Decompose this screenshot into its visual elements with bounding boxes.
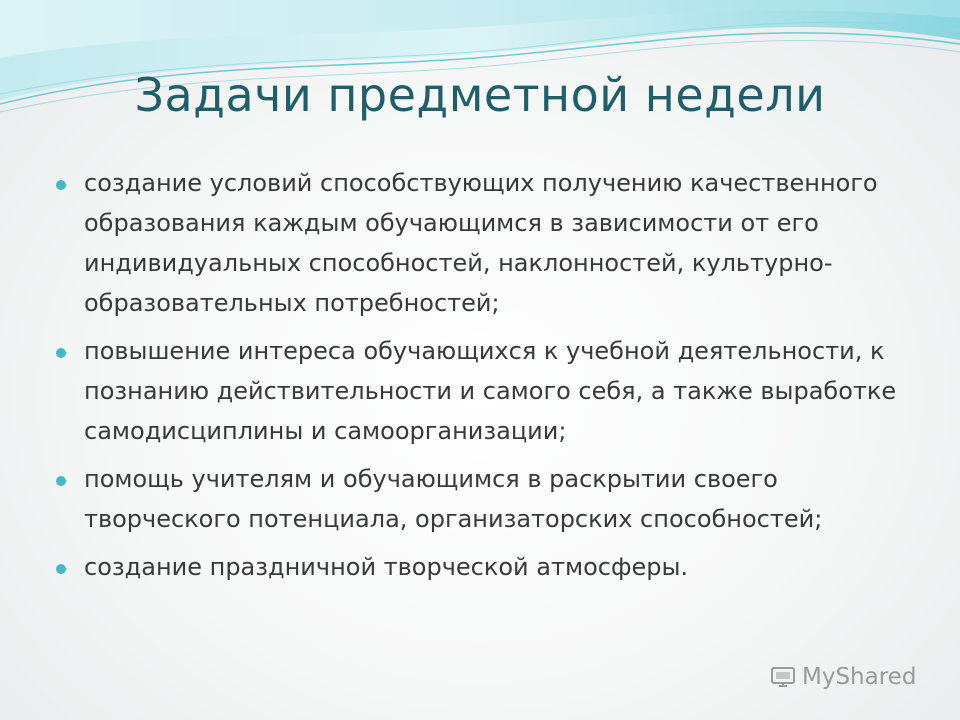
myshared-logo-icon xyxy=(770,664,796,690)
myshared-watermark xyxy=(770,660,916,694)
bullet-item xyxy=(56,331,906,451)
bullet-text: создание условий способствующих получению качественного образования каждым обучающимся в зависимости от его индивидуальных способностей, наклонностей, культурно-образовательных потребностей; xyxy=(84,169,878,317)
bullet-item xyxy=(56,547,906,587)
bullet-dot-icon xyxy=(56,180,66,190)
bullet-list xyxy=(56,163,906,595)
bullet-item xyxy=(56,459,906,539)
bullet-dot-icon xyxy=(56,348,66,358)
bullet-text: создание праздничной творческой атмосферы. xyxy=(84,553,689,581)
bullet-text: помощь учителям и обучающимся в раскрытии своего творческого потенциала, организаторских способностей; xyxy=(84,465,823,533)
slide-title: Задачи предметной недели xyxy=(134,68,826,122)
bullet-text: повышение интереса обучающихся к учебной деятельности, к познанию действительности и самого себя, а также выработке самодисциплины и самоорганизации; xyxy=(84,337,897,445)
bullet-dot-icon xyxy=(56,476,66,486)
watermark-text: MyShared xyxy=(802,664,917,690)
bullet-dot-icon xyxy=(56,564,66,574)
bullet-item xyxy=(56,163,906,323)
